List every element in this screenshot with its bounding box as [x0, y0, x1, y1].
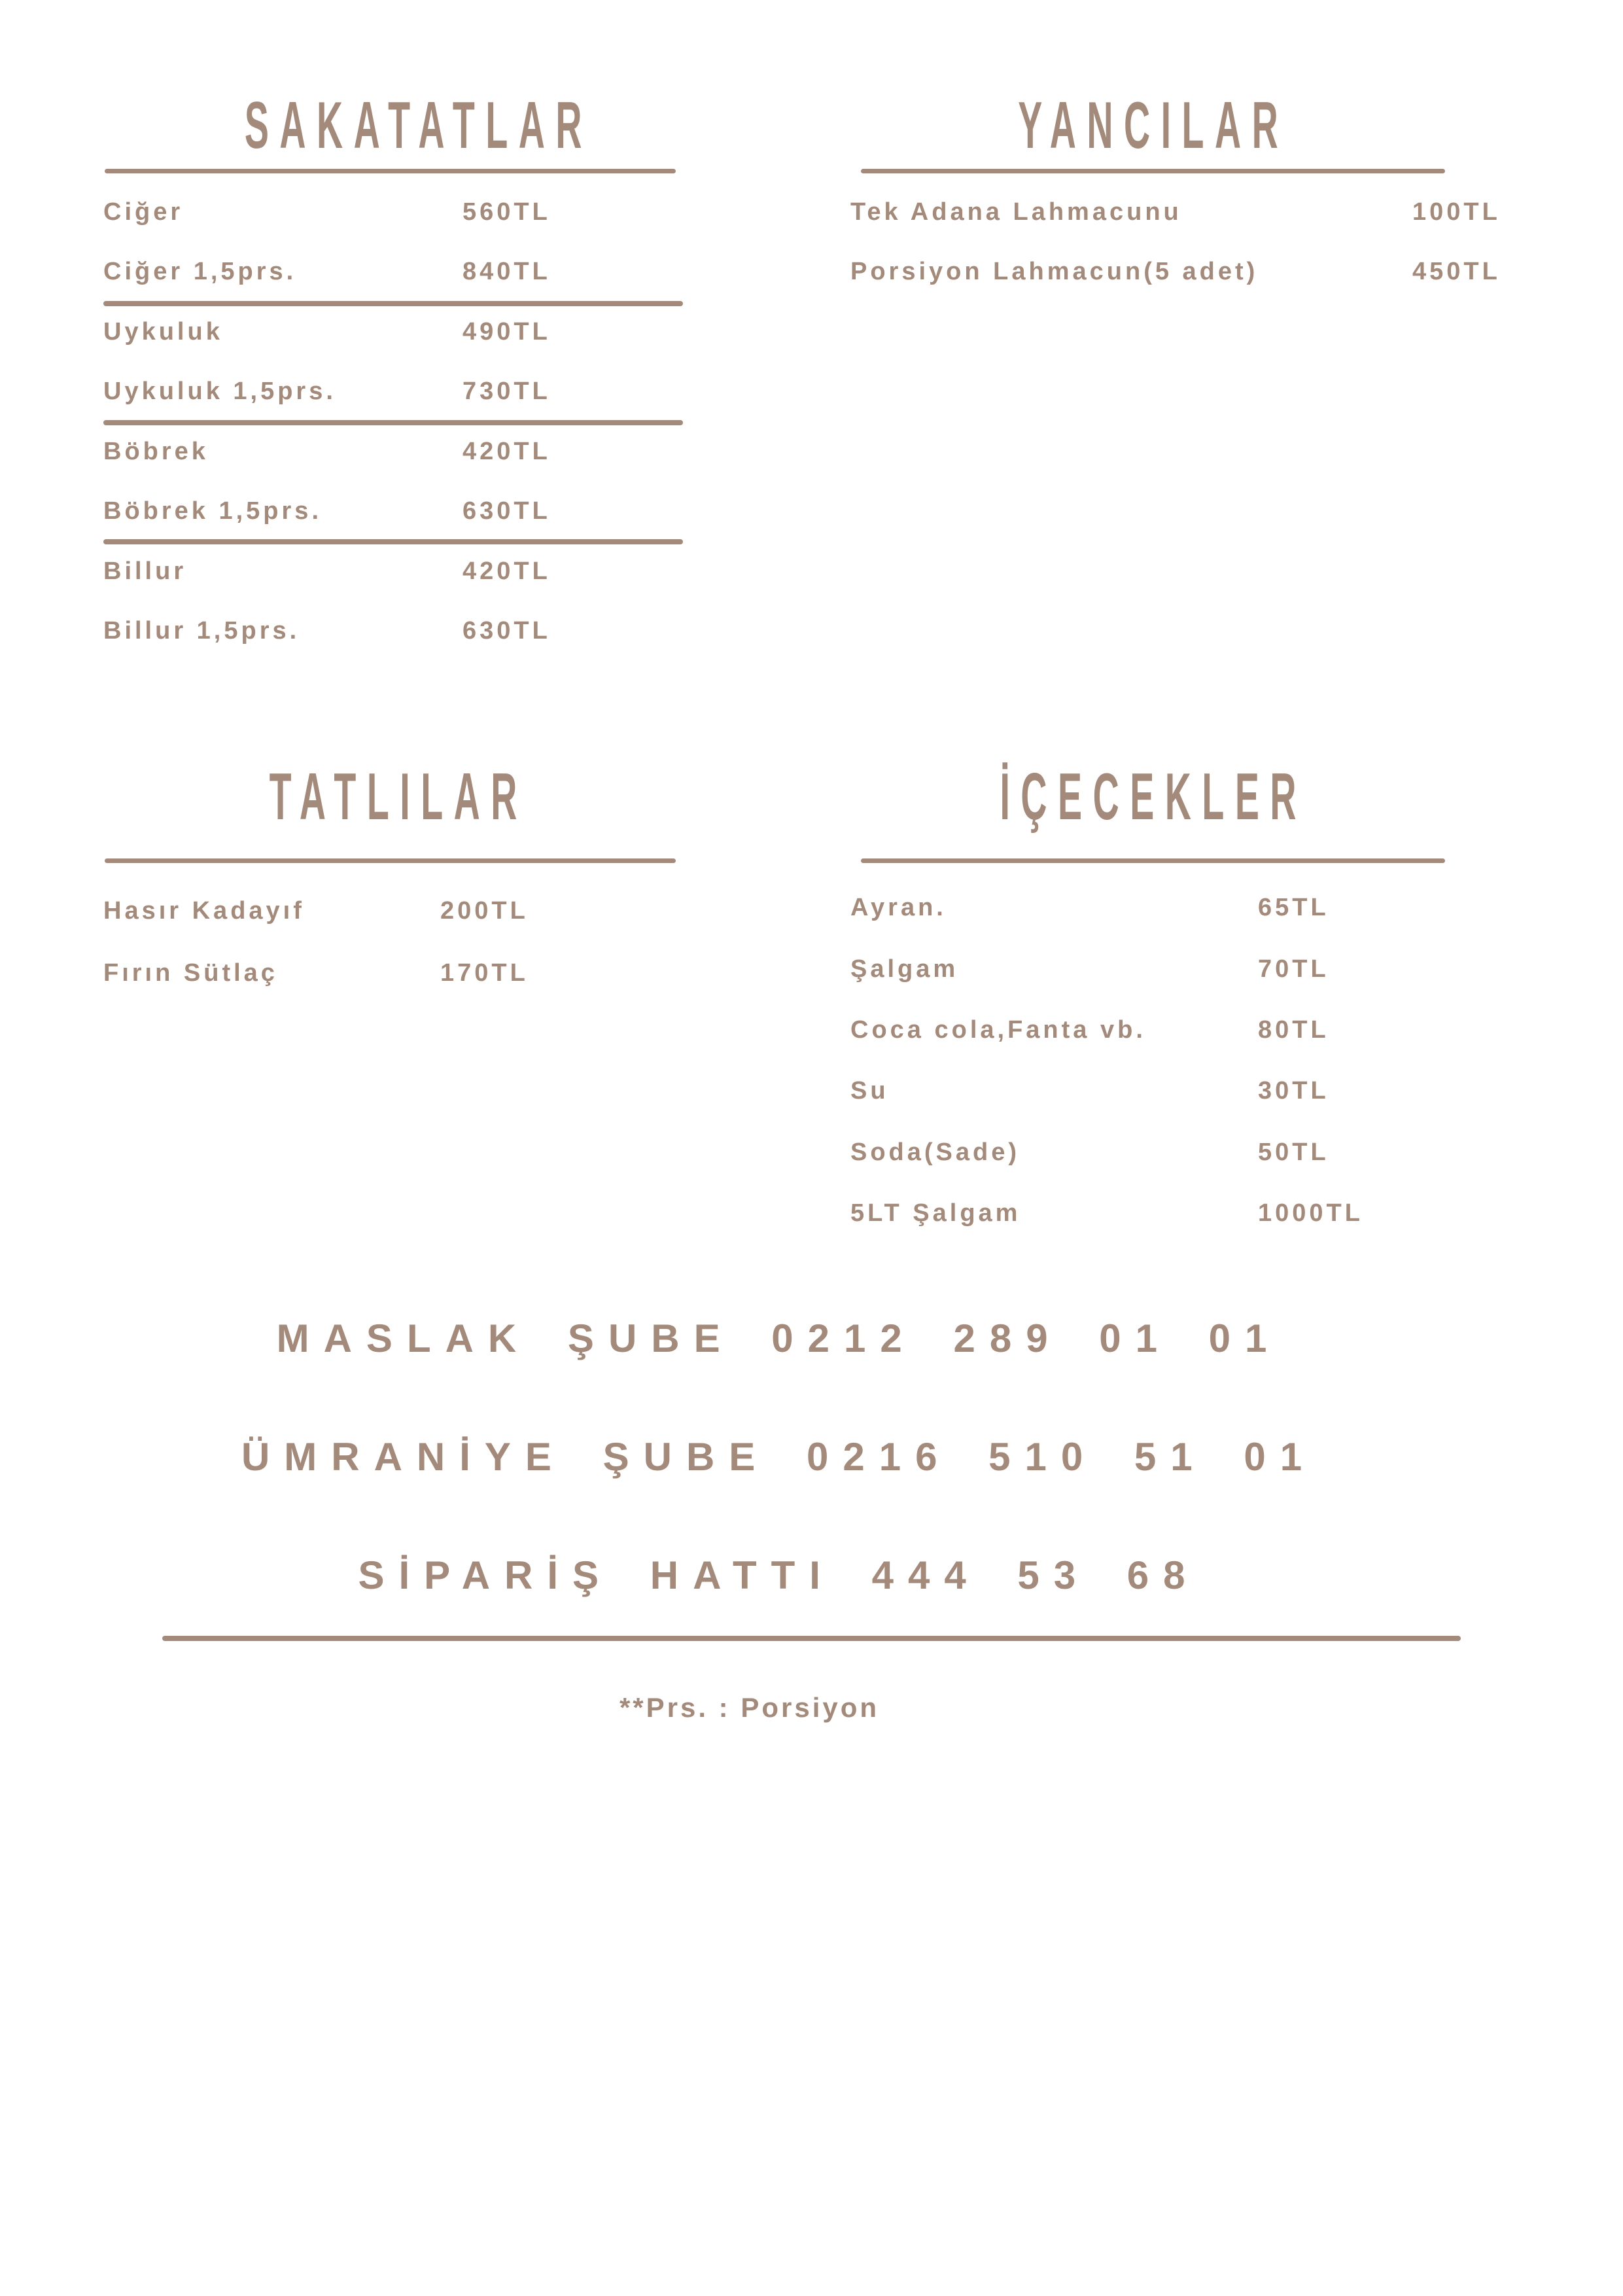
item-name: 5LT Şalgam — [850, 1199, 1021, 1227]
item-price: 80TL — [1258, 1016, 1329, 1044]
item-name: Ciğer 1,5prs. — [103, 258, 297, 285]
menu-item-row — [850, 1016, 1446, 1053]
item-name: Billur — [103, 557, 187, 585]
portion-note: **Prs. : Porsiyon — [619, 1692, 880, 1723]
item-price: 560TL — [462, 198, 551, 226]
item-name: Coca cola,Fanta vb. — [850, 1016, 1146, 1044]
item-price: 420TL — [462, 557, 551, 585]
item-price: 490TL — [462, 318, 551, 345]
section-title: İÇECEKLER — [1000, 760, 1307, 834]
item-name: Hasır Kadayıf — [103, 897, 305, 925]
title-underline — [861, 858, 1445, 863]
item-name: Uykuluk 1,5prs. — [103, 378, 336, 405]
item-price: 65TL — [1258, 894, 1329, 921]
title-underline — [105, 858, 676, 863]
item-name: Böbrek 1,5prs. — [103, 497, 322, 525]
item-price: 630TL — [462, 497, 551, 525]
footer-line-siparis: SİPARİŞ HATTI 444 53 68 — [358, 1553, 1200, 1597]
menu-item-row — [850, 1139, 1446, 1175]
item-name: Porsiyon Lahmacun(5 adet) — [850, 258, 1259, 285]
section-title: SAKATATLAR — [244, 89, 593, 162]
item-price: 170TL — [440, 959, 529, 987]
item-price: 50TL — [1258, 1139, 1329, 1166]
item-price: 100TL — [1412, 198, 1501, 226]
section-icecekler — [850, 0, 1446, 2296]
item-price: 420TL — [462, 438, 551, 465]
item-price: 70TL — [1258, 955, 1329, 983]
menu-item-row — [850, 1199, 1446, 1236]
menu-item-row — [850, 1077, 1446, 1114]
footer-divider — [162, 1636, 1461, 1641]
menu-item-row — [103, 959, 683, 996]
footer-line-maslak: MASLAK ŞUBE 0212 289 01 01 — [276, 1316, 1282, 1360]
item-price: 450TL — [1412, 258, 1501, 285]
item-price: 630TL — [462, 617, 551, 645]
item-price: 730TL — [462, 378, 551, 405]
footer-line-umraniye: ÜMRANİYE ŞUBE 0216 510 51 01 — [241, 1435, 1317, 1479]
section-title: YANCILAR — [1018, 89, 1289, 162]
item-price: 1000TL — [1258, 1199, 1363, 1227]
item-name: Billur 1,5prs. — [103, 617, 300, 645]
item-price: 30TL — [1258, 1077, 1329, 1104]
item-price: 200TL — [440, 897, 529, 925]
item-name: Ayran. — [850, 894, 947, 921]
item-name: Böbrek — [103, 438, 209, 465]
menu-item-row — [850, 894, 1446, 930]
item-name: Tek Adana Lahmacunu — [850, 198, 1182, 226]
section-title: TATLILAR — [269, 760, 528, 834]
item-name: Ciğer — [103, 198, 184, 226]
item-name: Şalgam — [850, 955, 959, 983]
item-name: Su — [850, 1077, 889, 1104]
item-price: 840TL — [462, 258, 551, 285]
item-name: Uykuluk — [103, 318, 223, 345]
menu-item-row — [850, 955, 1446, 992]
item-name: Fırın Sütlaç — [103, 959, 278, 987]
item-name: Soda(Sade) — [850, 1139, 1021, 1166]
menu-item-row — [103, 897, 683, 934]
section-tatlilar — [103, 0, 683, 2296]
